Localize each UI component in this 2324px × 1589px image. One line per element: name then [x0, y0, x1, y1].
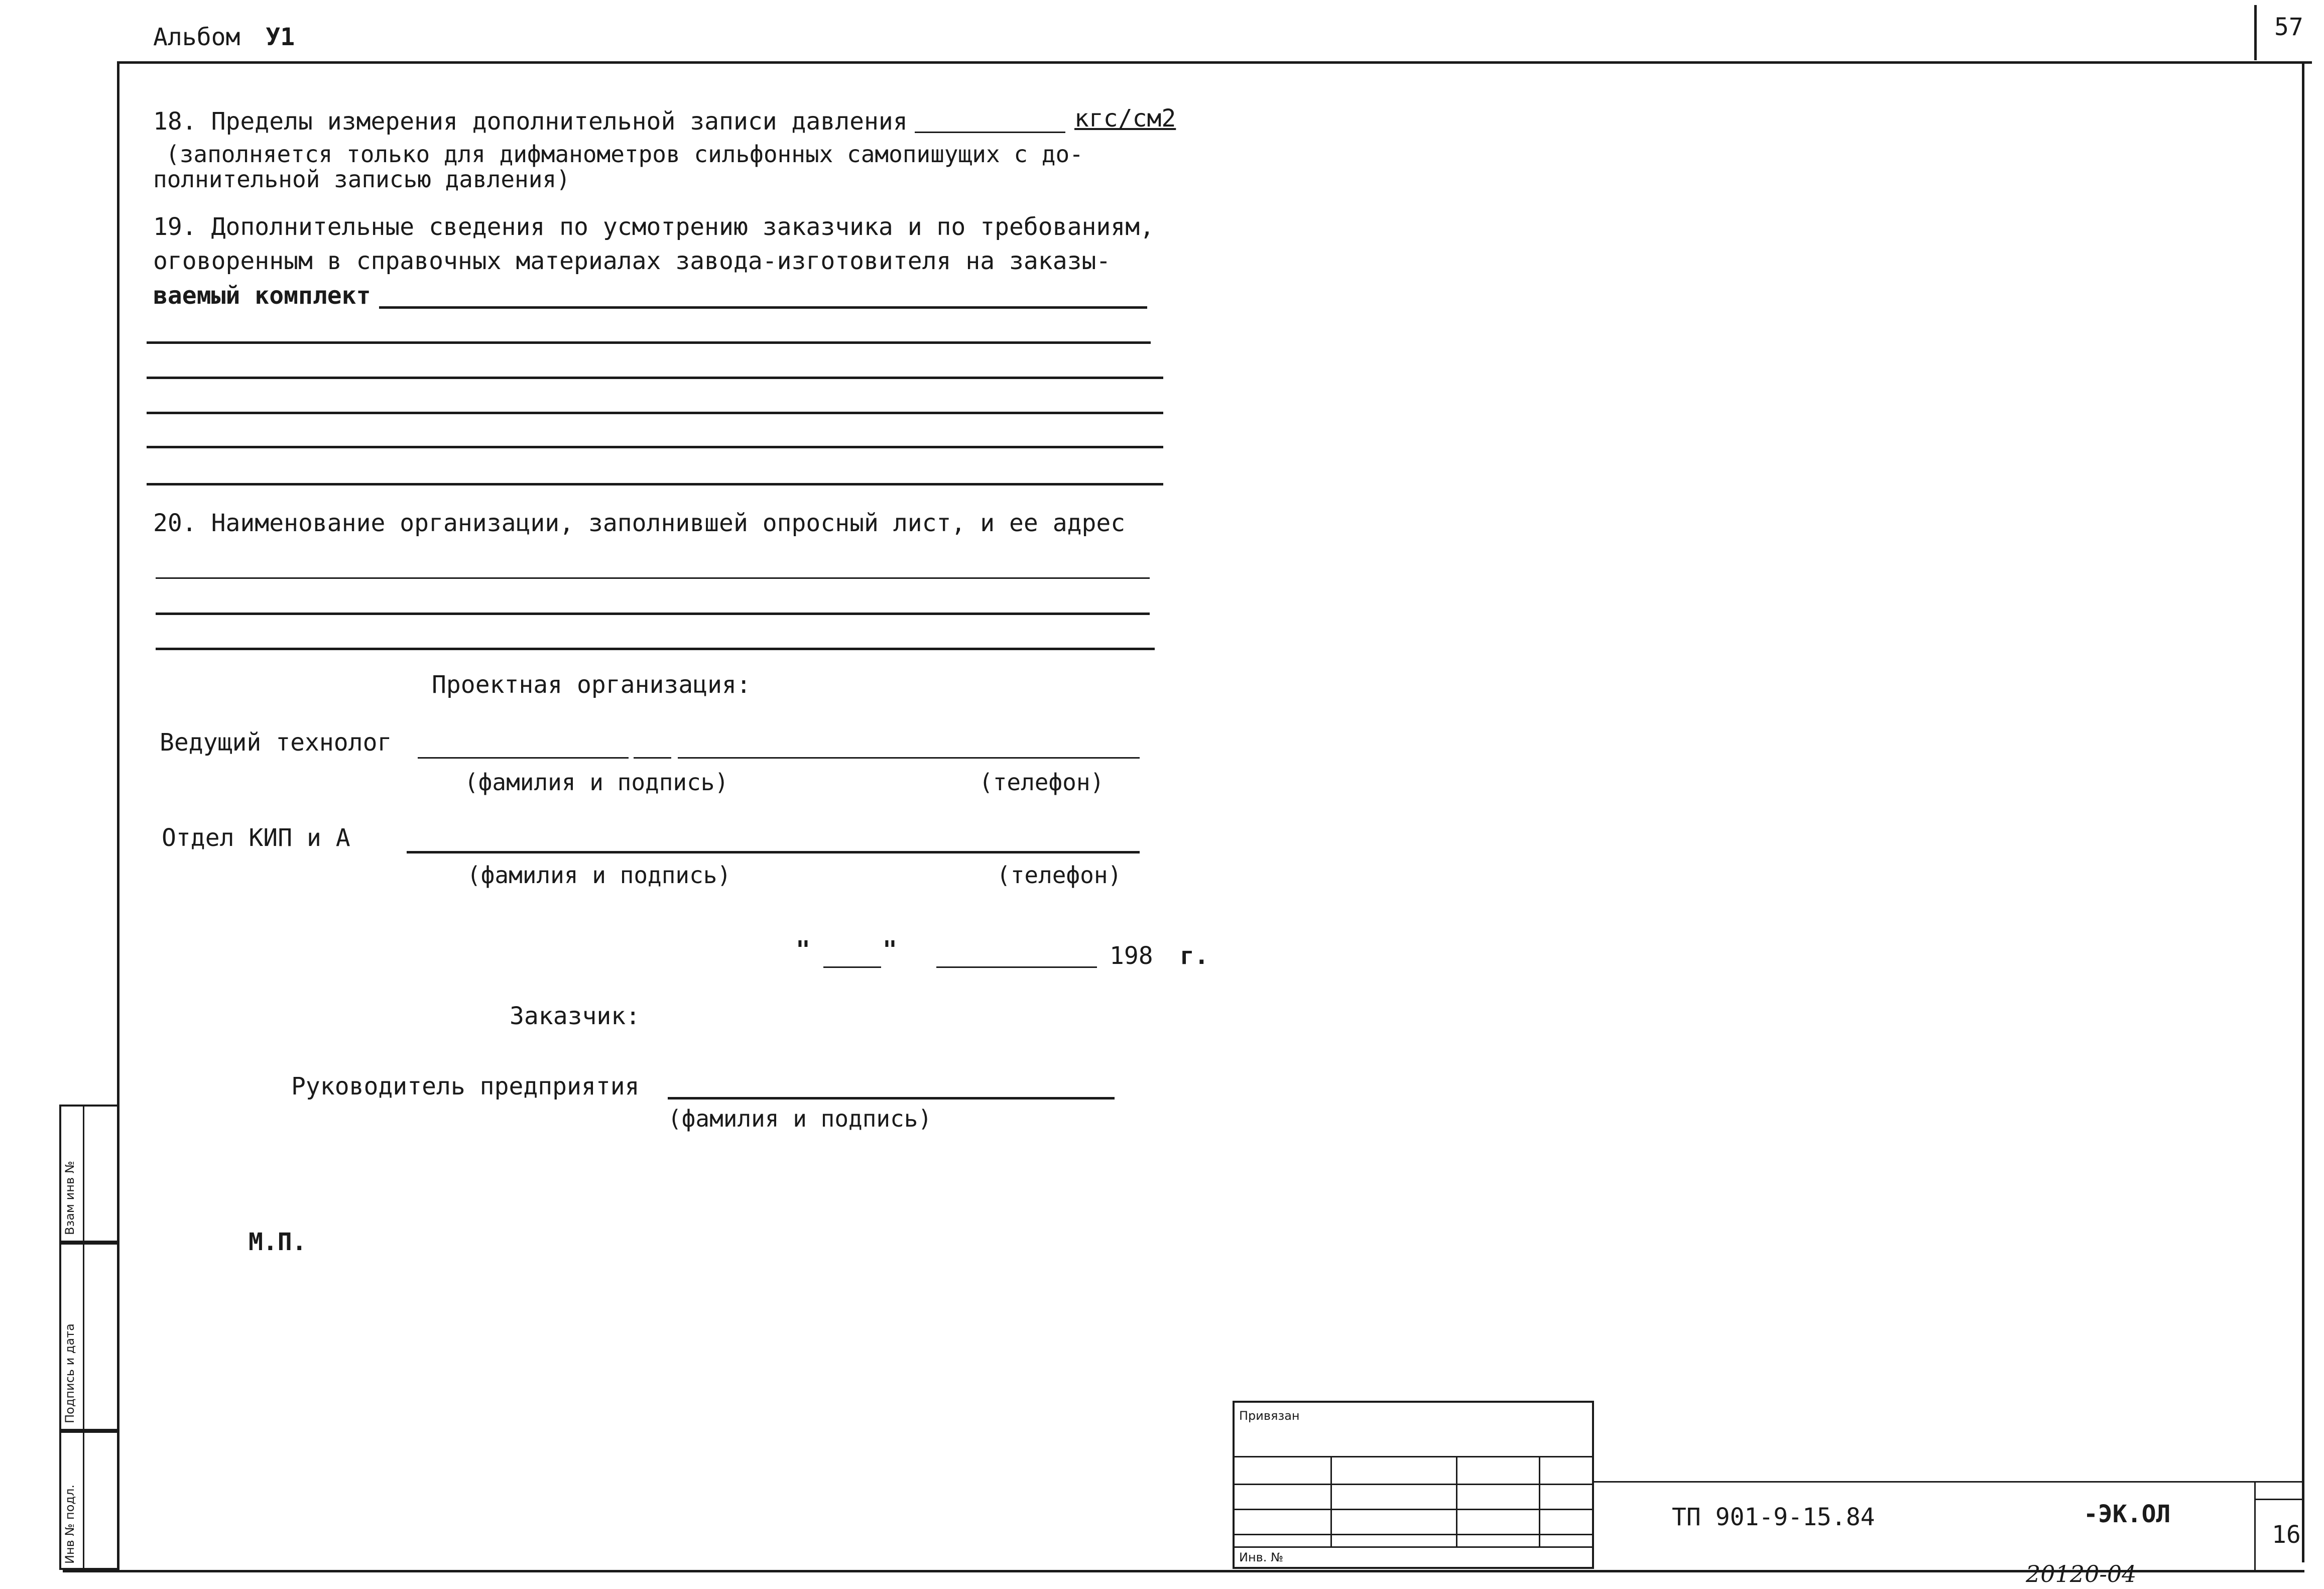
lead-sign-caption: (фамилия и подпись)	[464, 769, 729, 796]
date-close-quote: "	[883, 936, 897, 964]
item20-field-line-1	[156, 577, 1150, 579]
item19-line3: ваемый комплект	[153, 282, 371, 310]
sheet-number: 16	[2272, 1521, 2301, 1549]
lead-sign-field-2	[634, 757, 671, 759]
attached-col-3	[1539, 1456, 1540, 1546]
album-number: У1	[266, 23, 295, 51]
lead-technologist-label: Ведущий технолог	[160, 728, 392, 757]
frame-top	[118, 61, 2312, 64]
item19-line3-field	[379, 306, 1147, 309]
date-year: 198	[1110, 942, 1153, 970]
lead-sign-field	[418, 757, 629, 759]
side-stamp-label-inv-original: Инв № подл.	[63, 1485, 77, 1564]
item18-note-line1: (заполняется только для дифманометров сильфонных самопишущих с до-	[166, 141, 1083, 168]
date-month-field	[936, 966, 1097, 968]
item19-field-line-5	[147, 483, 1163, 485]
frame-bottom	[63, 1570, 2304, 1572]
title-block-sheet-divider	[2254, 1481, 2256, 1570]
frame-right	[2302, 61, 2304, 1562]
kip-sign-field	[407, 851, 1140, 853]
lead-phone-field	[678, 757, 1140, 759]
kip-dept-label: Отдел КИП и А	[162, 824, 350, 852]
item19-line2: оговоренным в справочных материалах завода-изготовителя на заказы-	[153, 247, 1111, 275]
date-open-quote: "	[796, 936, 810, 964]
design-org-title: Проектная организация:	[432, 671, 751, 699]
title-block-top	[1594, 1481, 2304, 1483]
enterprise-head-sign-caption: (фамилия и подпись)	[668, 1105, 932, 1132]
item18-unit: кгс/см2	[1074, 104, 1176, 133]
item19-field-line-2	[147, 377, 1163, 379]
side-stamp-label-signature-date: Подпись и дата	[63, 1323, 77, 1423]
item20-text: 20. Наименование организации, заполнившей опросный лист, и ее адрес	[153, 509, 1126, 537]
doc-suffix: -ЭК.ОЛ	[2084, 1500, 2171, 1528]
attached-row-5	[1233, 1546, 1594, 1548]
item18-value-line	[915, 132, 1065, 133]
item20-field-line-3	[156, 648, 1155, 650]
doc-code: ТП 901-9-15.84	[1672, 1503, 1875, 1531]
side-stamp-inner-divider	[83, 1105, 84, 1570]
handwritten-inventory-number: 20120-04	[2026, 1560, 2137, 1587]
kip-sign-caption: (фамилия и подпись)	[467, 862, 731, 889]
attached-label: Привязан	[1239, 1409, 1300, 1423]
side-stamp-label-inv-replace: Взам инв №	[63, 1161, 77, 1235]
item19-field-line-1	[147, 341, 1151, 344]
inv-no-label: Инв. №	[1239, 1550, 1284, 1564]
item19-field-line-3	[147, 412, 1163, 414]
item18-note-line2: полнительной записью давления)	[153, 166, 570, 193]
lead-phone-caption: (телефон)	[979, 769, 1105, 796]
seal-mark: М.П.	[249, 1228, 307, 1256]
page-number: 57	[2274, 13, 2303, 41]
title-block-sheet-top	[2254, 1499, 2304, 1500]
customer-title: Заказчик:	[510, 1002, 641, 1030]
date-year-suffix: г.	[1180, 942, 1209, 970]
date-day-field	[823, 966, 881, 968]
enterprise-head-label: Руководитель предприятия	[291, 1072, 640, 1101]
attached-col-2	[1456, 1456, 1457, 1546]
item20-field-line-2	[156, 613, 1150, 615]
page-number-divider	[2254, 5, 2257, 60]
item19-field-line-4	[147, 446, 1163, 448]
item18-text: 18. Пределы измерения дополнительной записи давления	[153, 107, 908, 136]
album-label	[153, 25, 295, 49]
kip-phone-caption: (телефон)	[997, 862, 1122, 889]
item19-line1: 19. Дополнительные сведения по усмотрению заказчика и по требованиям,	[153, 213, 1154, 241]
attached-col-1	[1330, 1456, 1332, 1546]
album-word: Альбом	[153, 23, 240, 51]
enterprise-head-sign-field	[668, 1097, 1115, 1099]
